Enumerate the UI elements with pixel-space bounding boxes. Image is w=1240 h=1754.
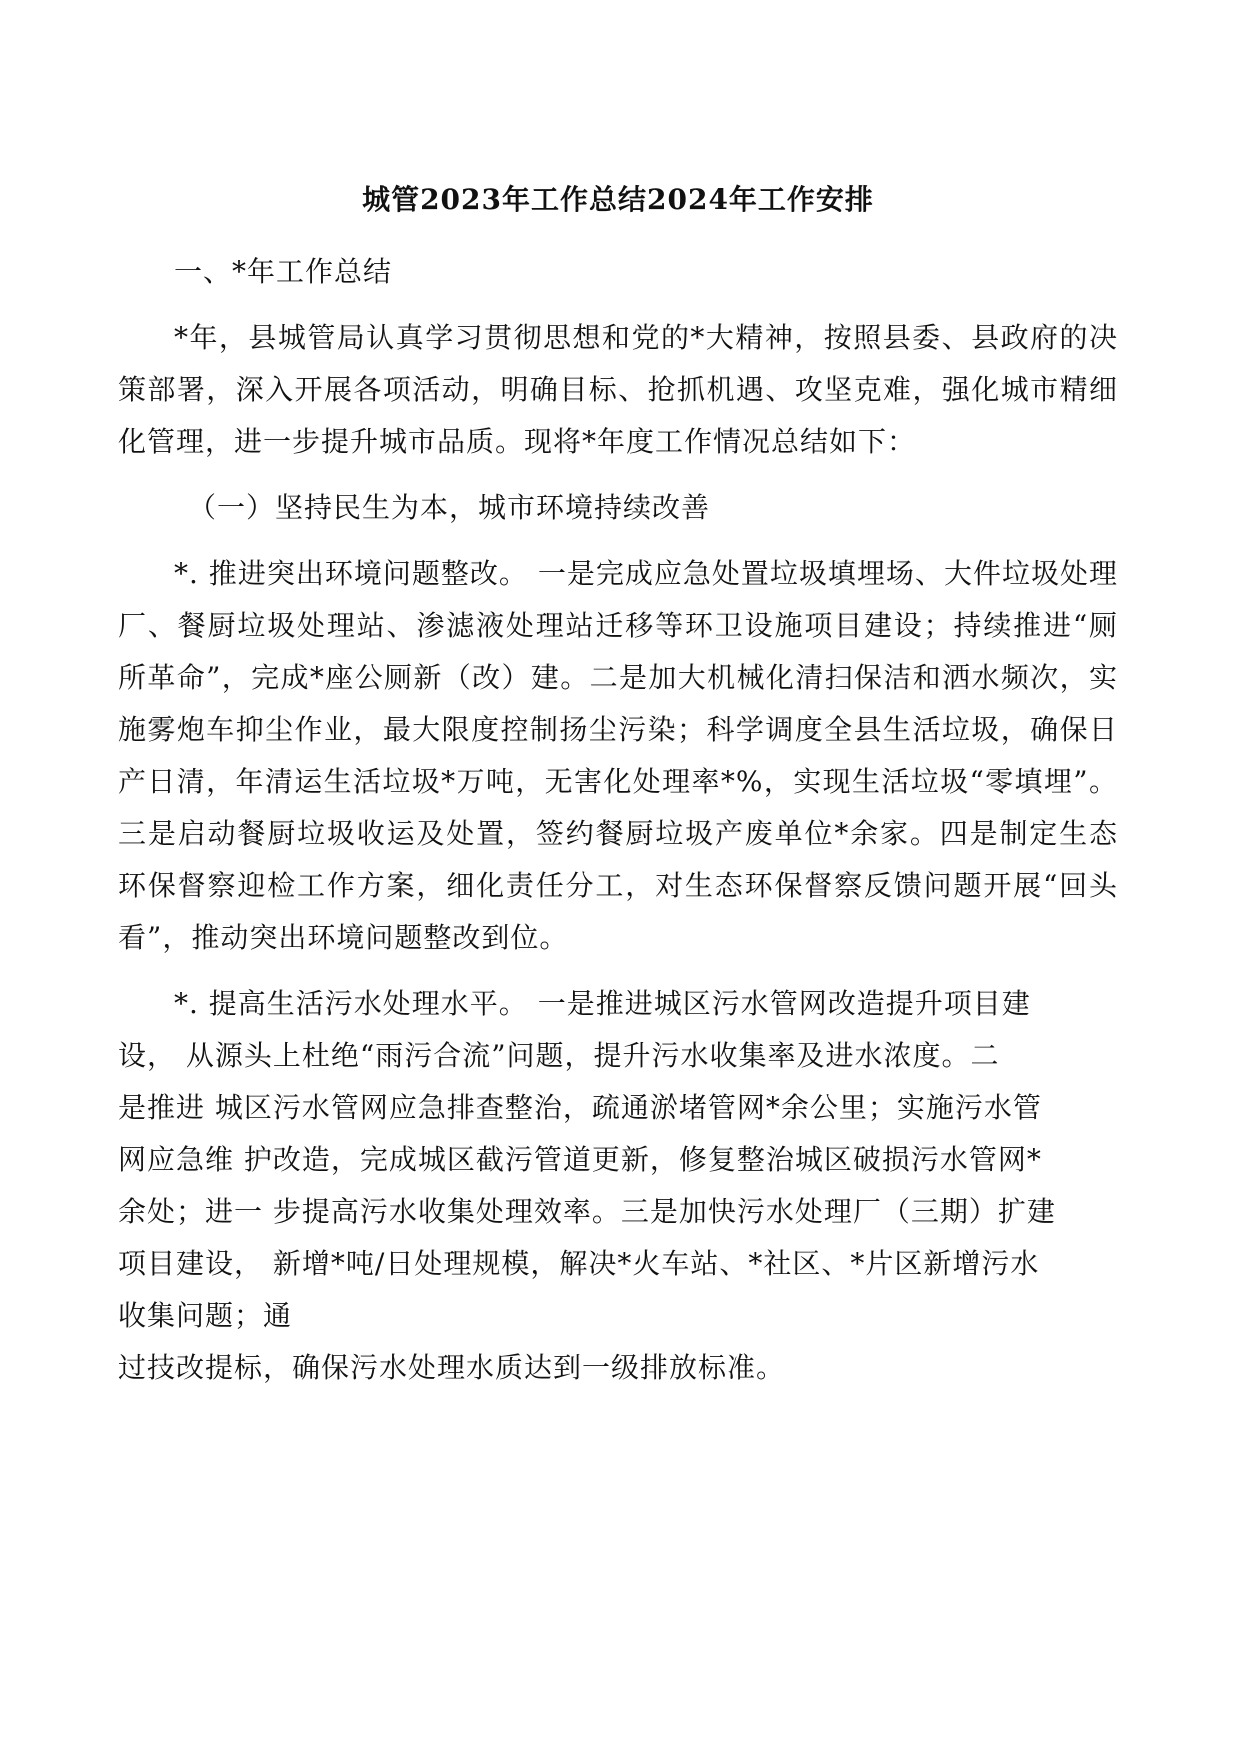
section-heading: 一、*年工作总结 xyxy=(174,255,393,288)
subsection-heading: （一）坚持民生为本，城市环境持续改善 xyxy=(188,491,711,524)
document-body xyxy=(118,180,1118,1408)
item-paragraph-sewage xyxy=(118,978,1118,1394)
text-line: 过技改提标，确保污水处理水质达到一级排放标准。 xyxy=(118,1351,786,1384)
text-line: 是推进 城区污水管网应急排查整治，疏通淤堵管网*余公里；实施污水管 xyxy=(118,1091,1042,1124)
intro-paragraph: *年，县城管局认真学习贯彻思想和党的*大精神，按照县委、县政府的决策部署，深入开展各项活动，明确目标、抢抓机遇、攻坚克难，强化城市精细化管理，进一步提升城市品质。现将*年度工作情况总结如下： xyxy=(118,321,1118,458)
text-line: 余处；进一 步提高污水收集处理效率。三是加快污水处理厂（三期）扩建 xyxy=(118,1195,1056,1228)
text-line: 设， 从源头上杜绝“雨污合流”问题，提升污水收集率及进水浓度。二 xyxy=(118,1039,1000,1072)
text-line: *. 提高生活污水处理水平。 一是推进城区污水管网改造提升项目建 xyxy=(174,987,1031,1020)
text-line: 收集问题；通 xyxy=(118,1299,293,1332)
item-paragraph-environment: *. 推进突出环境问题整改。 一是完成应急处置垃圾填埋场、大件垃圾处理厂、餐厨垃圾处理站、渗滤液处理站迁移等环卫设施项目建设；持续推进“厕所革命”，完成*座公厕新（改）建。二是加大机械化清扫保洁和洒水频次，实施雾炮车抑尘作业，最大限度控制扬尘污染；科学调度全县生活垃圾，确保日产日清，年清运生活垃圾*万吨，无害化处理率*%，实现生活垃圾“零填埋”。三是启动餐厨垃圾收运及处置，签约餐厨垃圾产废单位*余家。四是制定生态环保督察迎检工作方案，细化责任分工，对生态环保督察反馈问题开展“回头看”，推动突出环境问题整改到位。 xyxy=(118,557,1118,954)
text-line: 网应急维 护改造，完成城区截污管道更新，修复整治城区破损污水管网* xyxy=(118,1143,1042,1176)
text-line: 项目建设， 新增*吨/日处理规模，解决*火车站、*社区、*片区新增污水 xyxy=(118,1247,1040,1280)
document-title: 城管2023年工作总结2024年工作安排 xyxy=(362,183,874,216)
